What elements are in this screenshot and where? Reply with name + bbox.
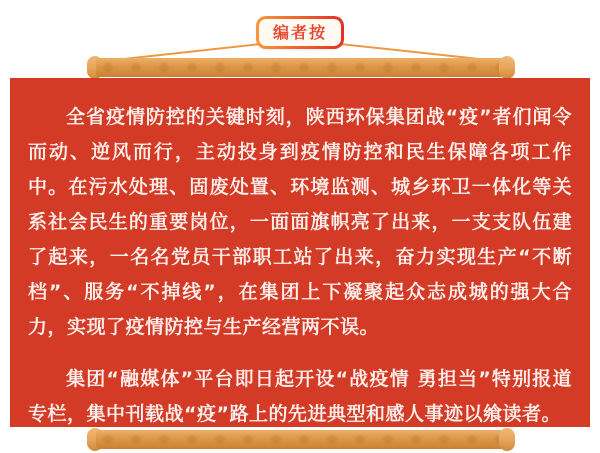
scroll-top-roller bbox=[87, 56, 515, 79]
editor-badge-inner bbox=[259, 19, 341, 46]
editor-note-banner bbox=[10, 78, 590, 427]
bottom-roller-bar bbox=[96, 430, 506, 449]
banner-paragraph-2: 集团“融媒体”平台即日起开设“战疫情 勇担当”特别报道专栏，集中刊载战“疫”路上的先进典型和感人事迹以飨读者。 bbox=[28, 368, 572, 425]
banner-paragraph-1: 全省疫情防控的关键时刻，陕西环保集团战“疫”者们闻令而动、逆风而行，主动投身到疫情防控和民生保障各项工作中。在污水处理、固废处置、环境监测、城乡环卫一体化等关系社会民生的重要岗位，一面面旗帜亮了出来，一支支队伍建了起来，一名名党员干部职工站了出来，奋力实现生产“不断档”、服务“不掉线”，在集团上下凝聚起众志成城的强大合力，实现了疫情防控与生产经营两不误。 bbox=[28, 106, 572, 338]
editor-badge bbox=[256, 16, 344, 49]
top-roller-right-cap bbox=[499, 56, 515, 79]
top-roller-bar bbox=[96, 58, 506, 77]
badge-label: 编者按 bbox=[272, 23, 327, 42]
